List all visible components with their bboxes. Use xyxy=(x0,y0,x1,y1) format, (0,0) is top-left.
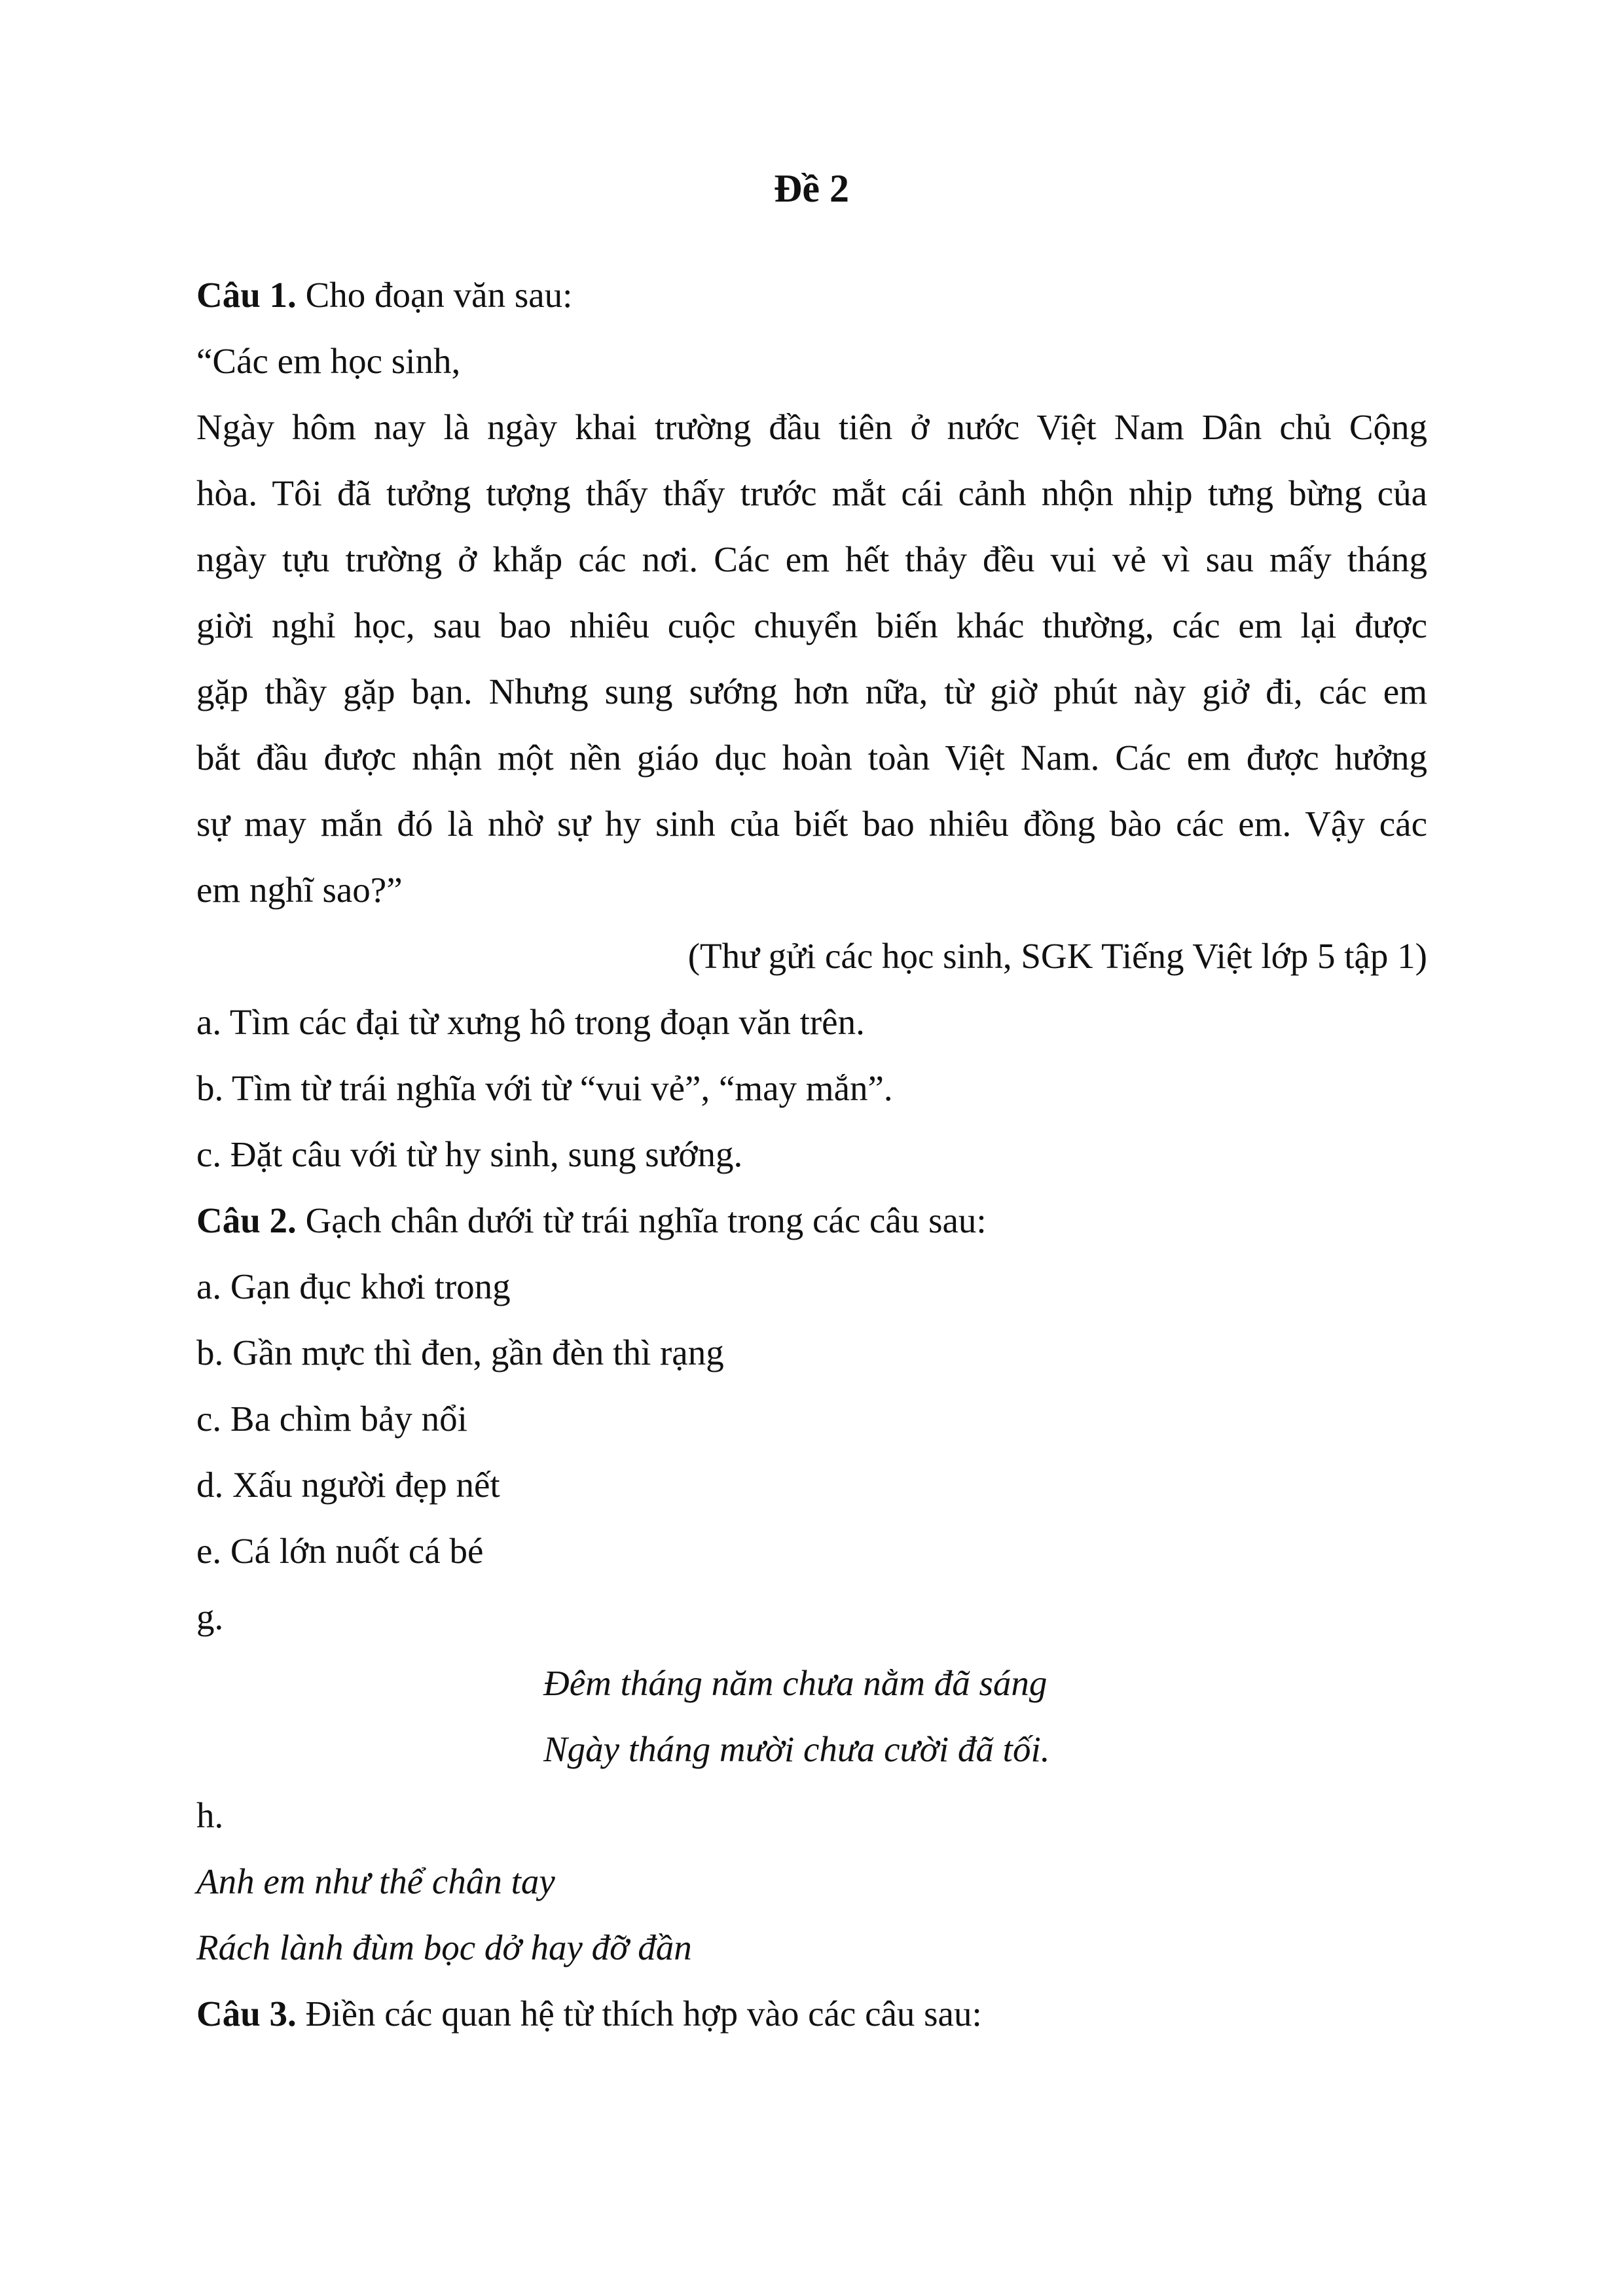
question-2-item-a: a. Gạn đục khơi trong xyxy=(196,1266,511,1306)
question-2-item-g-label: g. xyxy=(196,1597,224,1637)
poem-line: Đêm tháng năm chưa nằm đã sáng xyxy=(543,1663,1048,1703)
passage-line: sự may mắn đó là nhờ sự hy sinh của biết bao nhiêu đồng bào các em. Vậy các xyxy=(196,804,1427,844)
question-1-item-a: a. Tìm các đại từ xưng hô trong đoạn văn trên. xyxy=(196,1002,865,1042)
passage-line: “Các em học sinh, xyxy=(196,341,461,381)
question-3-label: Câu 3. xyxy=(196,1994,297,2034)
question-3-heading xyxy=(196,1981,1427,2047)
poem-line: Ngày tháng mười chưa cười đã tối. xyxy=(543,1729,1050,1769)
question-2-item-b: b. Gần mực thì đen, gần đèn thì rạng xyxy=(196,1333,724,1372)
passage-line: bắt đầu được nhận một nền giáo dục hoàn toàn Việt Nam. Các em được hưởng xyxy=(196,738,1427,778)
poem-line: Rách lành đùm bọc dở hay đỡ đần xyxy=(196,1928,692,1967)
question-1-heading xyxy=(196,262,1427,328)
question-2-heading xyxy=(196,1187,1427,1253)
passage-line: giời nghỉ học, sau bao nhiêu cuộc chuyển biến khác thường, các em lại được xyxy=(196,605,1427,645)
question-1-item-b: b. Tìm từ trái nghĩa với từ “vui vẻ”, “may mắn”. xyxy=(196,1068,893,1108)
passage-line: hòa. Tôi đã tưởng tượng thấy thấy trước mắt cái cảnh nhộn nhịp tưng bừng của xyxy=(196,473,1427,513)
document-body xyxy=(196,262,1427,2047)
passage-line: gặp thầy gặp bạn. Nhưng sung sướng hơn nữa, từ giờ phút này giở đi, các em xyxy=(196,672,1427,711)
question-2-prompt: Gạch chân dưới từ trái nghĩa trong các câu sau: xyxy=(296,1200,987,1240)
question-1-label: Câu 1. xyxy=(196,275,297,315)
question-3-prompt: Điền các quan hệ từ thích hợp vào các câu sau: xyxy=(296,1994,982,2034)
question-2-item-c: c. Ba chìm bảy nổi xyxy=(196,1399,467,1439)
question-1-prompt: Cho đoạn văn sau: xyxy=(296,275,573,315)
question-2-label: Câu 2. xyxy=(196,1200,297,1240)
poem-line: Anh em như thể chân tay xyxy=(196,1861,555,1901)
question-2-item-d: d. Xấu người đẹp nết xyxy=(196,1465,500,1505)
passage-line: ngày tựu trường ở khắp các nơi. Các em hết thảy đều vui vẻ vì sau mấy tháng xyxy=(196,539,1427,579)
page-title: Đề 2 xyxy=(774,167,849,210)
question-2-item-h-label: h. xyxy=(196,1795,224,1835)
question-1-item-c: c. Đặt câu với từ hy sinh, sung sướng. xyxy=(196,1134,743,1174)
passage-line: Ngày hôm nay là ngày khai trường đầu tiên ở nước Việt Nam Dân chủ Cộng xyxy=(196,407,1427,447)
passage-line: em nghĩ sao?” xyxy=(196,870,403,910)
question-2-item-e: e. Cá lớn nuốt cá bé xyxy=(196,1531,484,1571)
passage-source: (Thư gửi các học sinh, SGK Tiếng Việt lớp 5 tập 1) xyxy=(687,936,1427,976)
